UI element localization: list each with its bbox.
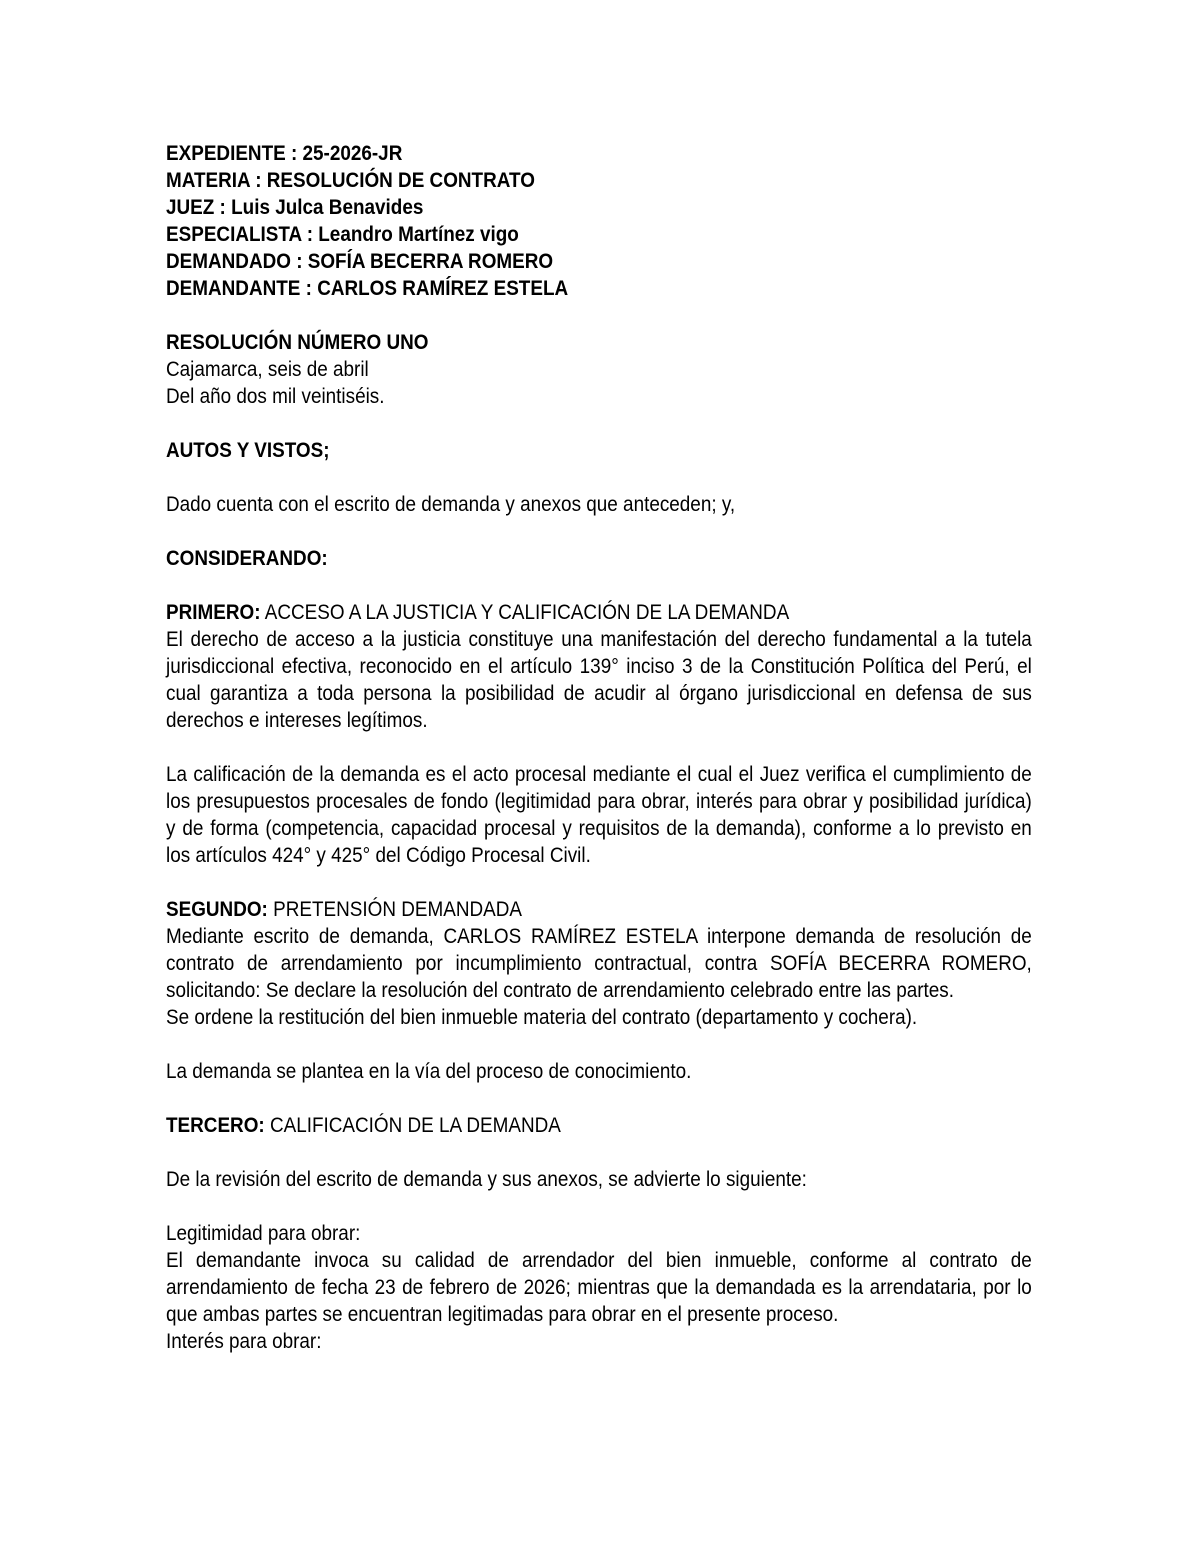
- autos-text: Dado cuenta con el escrito de demanda y anexos que anteceden; y,: [166, 493, 736, 516]
- place-date-line-2: Del año dos mil veintiséis.: [166, 385, 385, 408]
- segundo-label: SEGUNDO:: [166, 898, 268, 921]
- tercero-paragraph-1: De la revisión del escrito de demanda y sus anexos, se advierte lo siguiente:: [166, 1168, 807, 1191]
- legitimidad-subheading: Legitimidad para obrar:: [166, 1222, 361, 1245]
- segundo-heading: [166, 896, 1032, 923]
- tercero-label: TERCERO:: [166, 1114, 265, 1137]
- primero-heading: [166, 599, 1032, 626]
- tercero-paragraph-2: El demandante invoca su calidad de arrendador del bien inmueble, conforme al contrato de arrendamiento de fecha 23 de febrero de 2026; mientras que la demandada es la arrendataria, por lo que ambas partes se encuentran legitimadas para obrar en el presente proceso.: [166, 1249, 1032, 1326]
- place-date-line-1: Cajamarca, seis de abril: [166, 358, 369, 381]
- primero-title: ACCESO A LA JUSTICIA Y CALIFICACIÓN DE LA DEMANDA: [260, 601, 790, 624]
- primero-label: PRIMERO:: [166, 601, 261, 624]
- interes-subheading: Interés para obrar:: [166, 1330, 322, 1353]
- segundo-title: PRETENSIÓN DEMANDADA: [267, 898, 523, 921]
- primero-paragraph-2: La calificación de la demanda es el acto procesal mediante el cual el Juez verifica el cumplimiento de los presupuestos procesales de fondo (legitimidad para obrar, interés para obrar y posibilidad jurídica) y de forma (competencia, capacidad procesal y requisitos de la demanda), conforme a lo previsto en los artículos 424° y 425° del Código Procesal Civil.: [166, 763, 1032, 867]
- segundo-paragraph-2: Se ordene la restitución del bien inmueble materia del contrato (departamento y cochera).: [166, 1006, 918, 1029]
- juez-line: JUEZ : Luis Julca Benavides: [166, 196, 424, 219]
- primero-paragraph-1: El derecho de acceso a la justicia constituye una manifestación del derecho fundamental a la tutela jurisdiccional efectiva, reconocido en el artículo 139° inciso 3 de la Constitución Política del Perú, el cual garantiza a toda persona la posibilidad de acudir al órgano jurisdiccional en defensa de sus derechos e intereses legítimos.: [166, 628, 1032, 732]
- considerando-heading: CONSIDERANDO:: [166, 547, 328, 570]
- tercero-title: CALIFICACIÓN DE LA DEMANDA: [264, 1114, 561, 1137]
- document-page: [166, 140, 1032, 1355]
- materia-line: MATERIA : RESOLUCIÓN DE CONTRATO: [166, 169, 535, 192]
- demandado-line: DEMANDADO : SOFÍA BECERRA ROMERO: [166, 250, 554, 273]
- demandante-line: DEMANDANTE : CARLOS RAMÍREZ ESTELA: [166, 277, 569, 300]
- expediente-line: EXPEDIENTE : 25-2026-JR: [166, 142, 403, 165]
- resolucion-title: RESOLUCIÓN NÚMERO UNO: [166, 331, 429, 354]
- especialista-line: ESPECIALISTA : Leandro Martínez vigo: [166, 223, 519, 246]
- segundo-paragraph-1: Mediante escrito de demanda, CARLOS RAMÍREZ ESTELA interpone demanda de resolución de contrato de arrendamiento por incumplimiento contractual, contra SOFÍA BECERRA ROMERO, solicitando: Se declare la resolución del contrato de arrendamiento celebrado entre las partes.: [166, 925, 1032, 1002]
- autos-heading: AUTOS Y VISTOS;: [166, 439, 330, 462]
- segundo-paragraph-3: La demanda se plantea en la vía del proceso de conocimiento.: [166, 1060, 692, 1083]
- tercero-heading: [166, 1112, 1032, 1139]
